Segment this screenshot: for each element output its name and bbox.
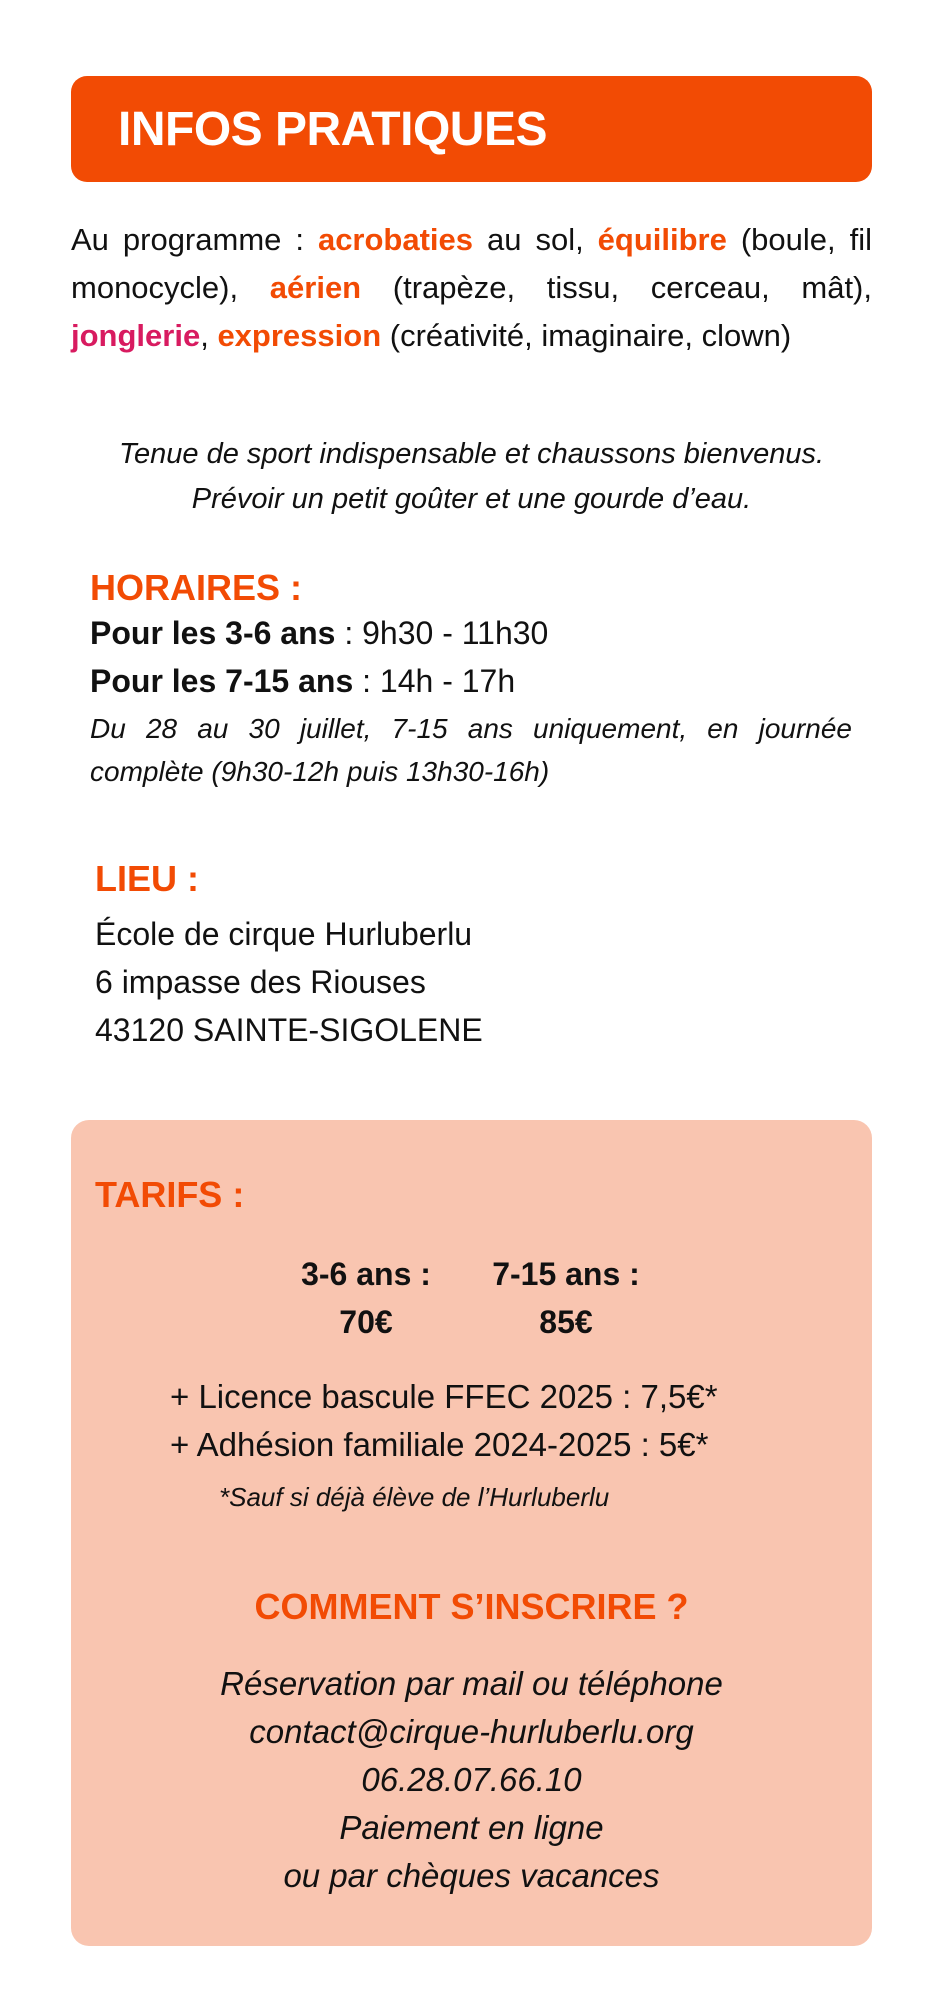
schedule-label: Pour les 7-15 ans (90, 663, 354, 699)
price-column-7-15 (481, 1250, 651, 1346)
payment-text: ou par chèques vacances (283, 1857, 660, 1894)
activity-aerien: aérien (269, 270, 362, 305)
activity-text: (trapèze, tissu, cerceau, mât), (361, 270, 872, 305)
payment-text: Paiement en ligne (339, 1809, 604, 1846)
schedule-row (90, 609, 852, 657)
price-value: 85€ (539, 1304, 593, 1340)
address-line: 6 impasse des Riouses (95, 964, 426, 1000)
activity-expression: expression (217, 318, 382, 353)
inscription-title: COMMENT S’INSCRIRE ? (254, 1586, 689, 1627)
schedule-label: Pour les 3-6 ans (90, 615, 336, 651)
schedule-row (90, 657, 852, 705)
extra-fee-licence: + Licence bascule FFEC 2025 : 7,5€* (170, 1378, 718, 1415)
activity-text: (boule, fil monocycle), (71, 222, 872, 305)
fee-footnote: *Sauf si déjà élève de l’Hurluberlu (219, 1482, 610, 1512)
lieu-section (95, 858, 795, 1054)
activity-text: , (200, 318, 218, 353)
activity-jonglerie: jonglerie (71, 318, 201, 353)
header-banner (71, 76, 872, 182)
activity-text: (créativité, imaginaire, clown) (381, 318, 792, 353)
note-line: Prévoir un petit goûter et une gourde d’eau. (191, 483, 752, 515)
price-column-3-6 (286, 1250, 446, 1346)
horaires-section (90, 567, 852, 793)
price-label: 7-15 ans : (492, 1256, 640, 1292)
tarifs-title: TARIFS : (95, 1174, 245, 1215)
program-prefix: Au programme : (71, 222, 318, 257)
horaires-title: HORAIRES : (90, 567, 303, 608)
contact-block (71, 1660, 872, 1900)
page-title: INFOS PRATIQUES (118, 103, 547, 156)
activity-acrobaties: acrobaties (317, 222, 474, 257)
extra-fee-adhesion: + Adhésion familiale 2024-2025 : 5€* (170, 1426, 709, 1463)
contact-phone-link[interactable]: 06.28.07.66.10 (361, 1761, 582, 1798)
price-label: 3-6 ans : (301, 1256, 431, 1292)
address-line: 43120 SAINTE-SIGOLENE (95, 1012, 483, 1048)
activity-text: au sol, (473, 222, 598, 257)
schedule-value: : 14h - 17h (353, 663, 516, 699)
tarifs-panel (71, 1120, 872, 1946)
schedule-note: Du 28 au 30 juillet, 7-15 ans uniquement, en journée complète (9h30-12h puis 13h30-16h) (90, 713, 852, 787)
equipment-note (40, 432, 903, 522)
activity-equilibre: équilibre (597, 222, 727, 257)
reservation-text: Réservation par mail ou téléphone (220, 1665, 723, 1702)
price-value: 70€ (339, 1304, 393, 1340)
schedule-value: : 9h30 - 11h30 (335, 615, 549, 651)
program-paragraph (71, 216, 872, 360)
note-line: Tenue de sport indispensable et chaussons bienvenus. (118, 438, 825, 470)
lieu-title: LIEU : (95, 858, 199, 899)
address-line: École de cirque Hurluberlu (95, 916, 473, 952)
contact-email-link[interactable]: contact@cirque-hurluberlu.org (249, 1713, 694, 1750)
extra-fees (170, 1373, 718, 1469)
price-table (71, 1250, 872, 1360)
